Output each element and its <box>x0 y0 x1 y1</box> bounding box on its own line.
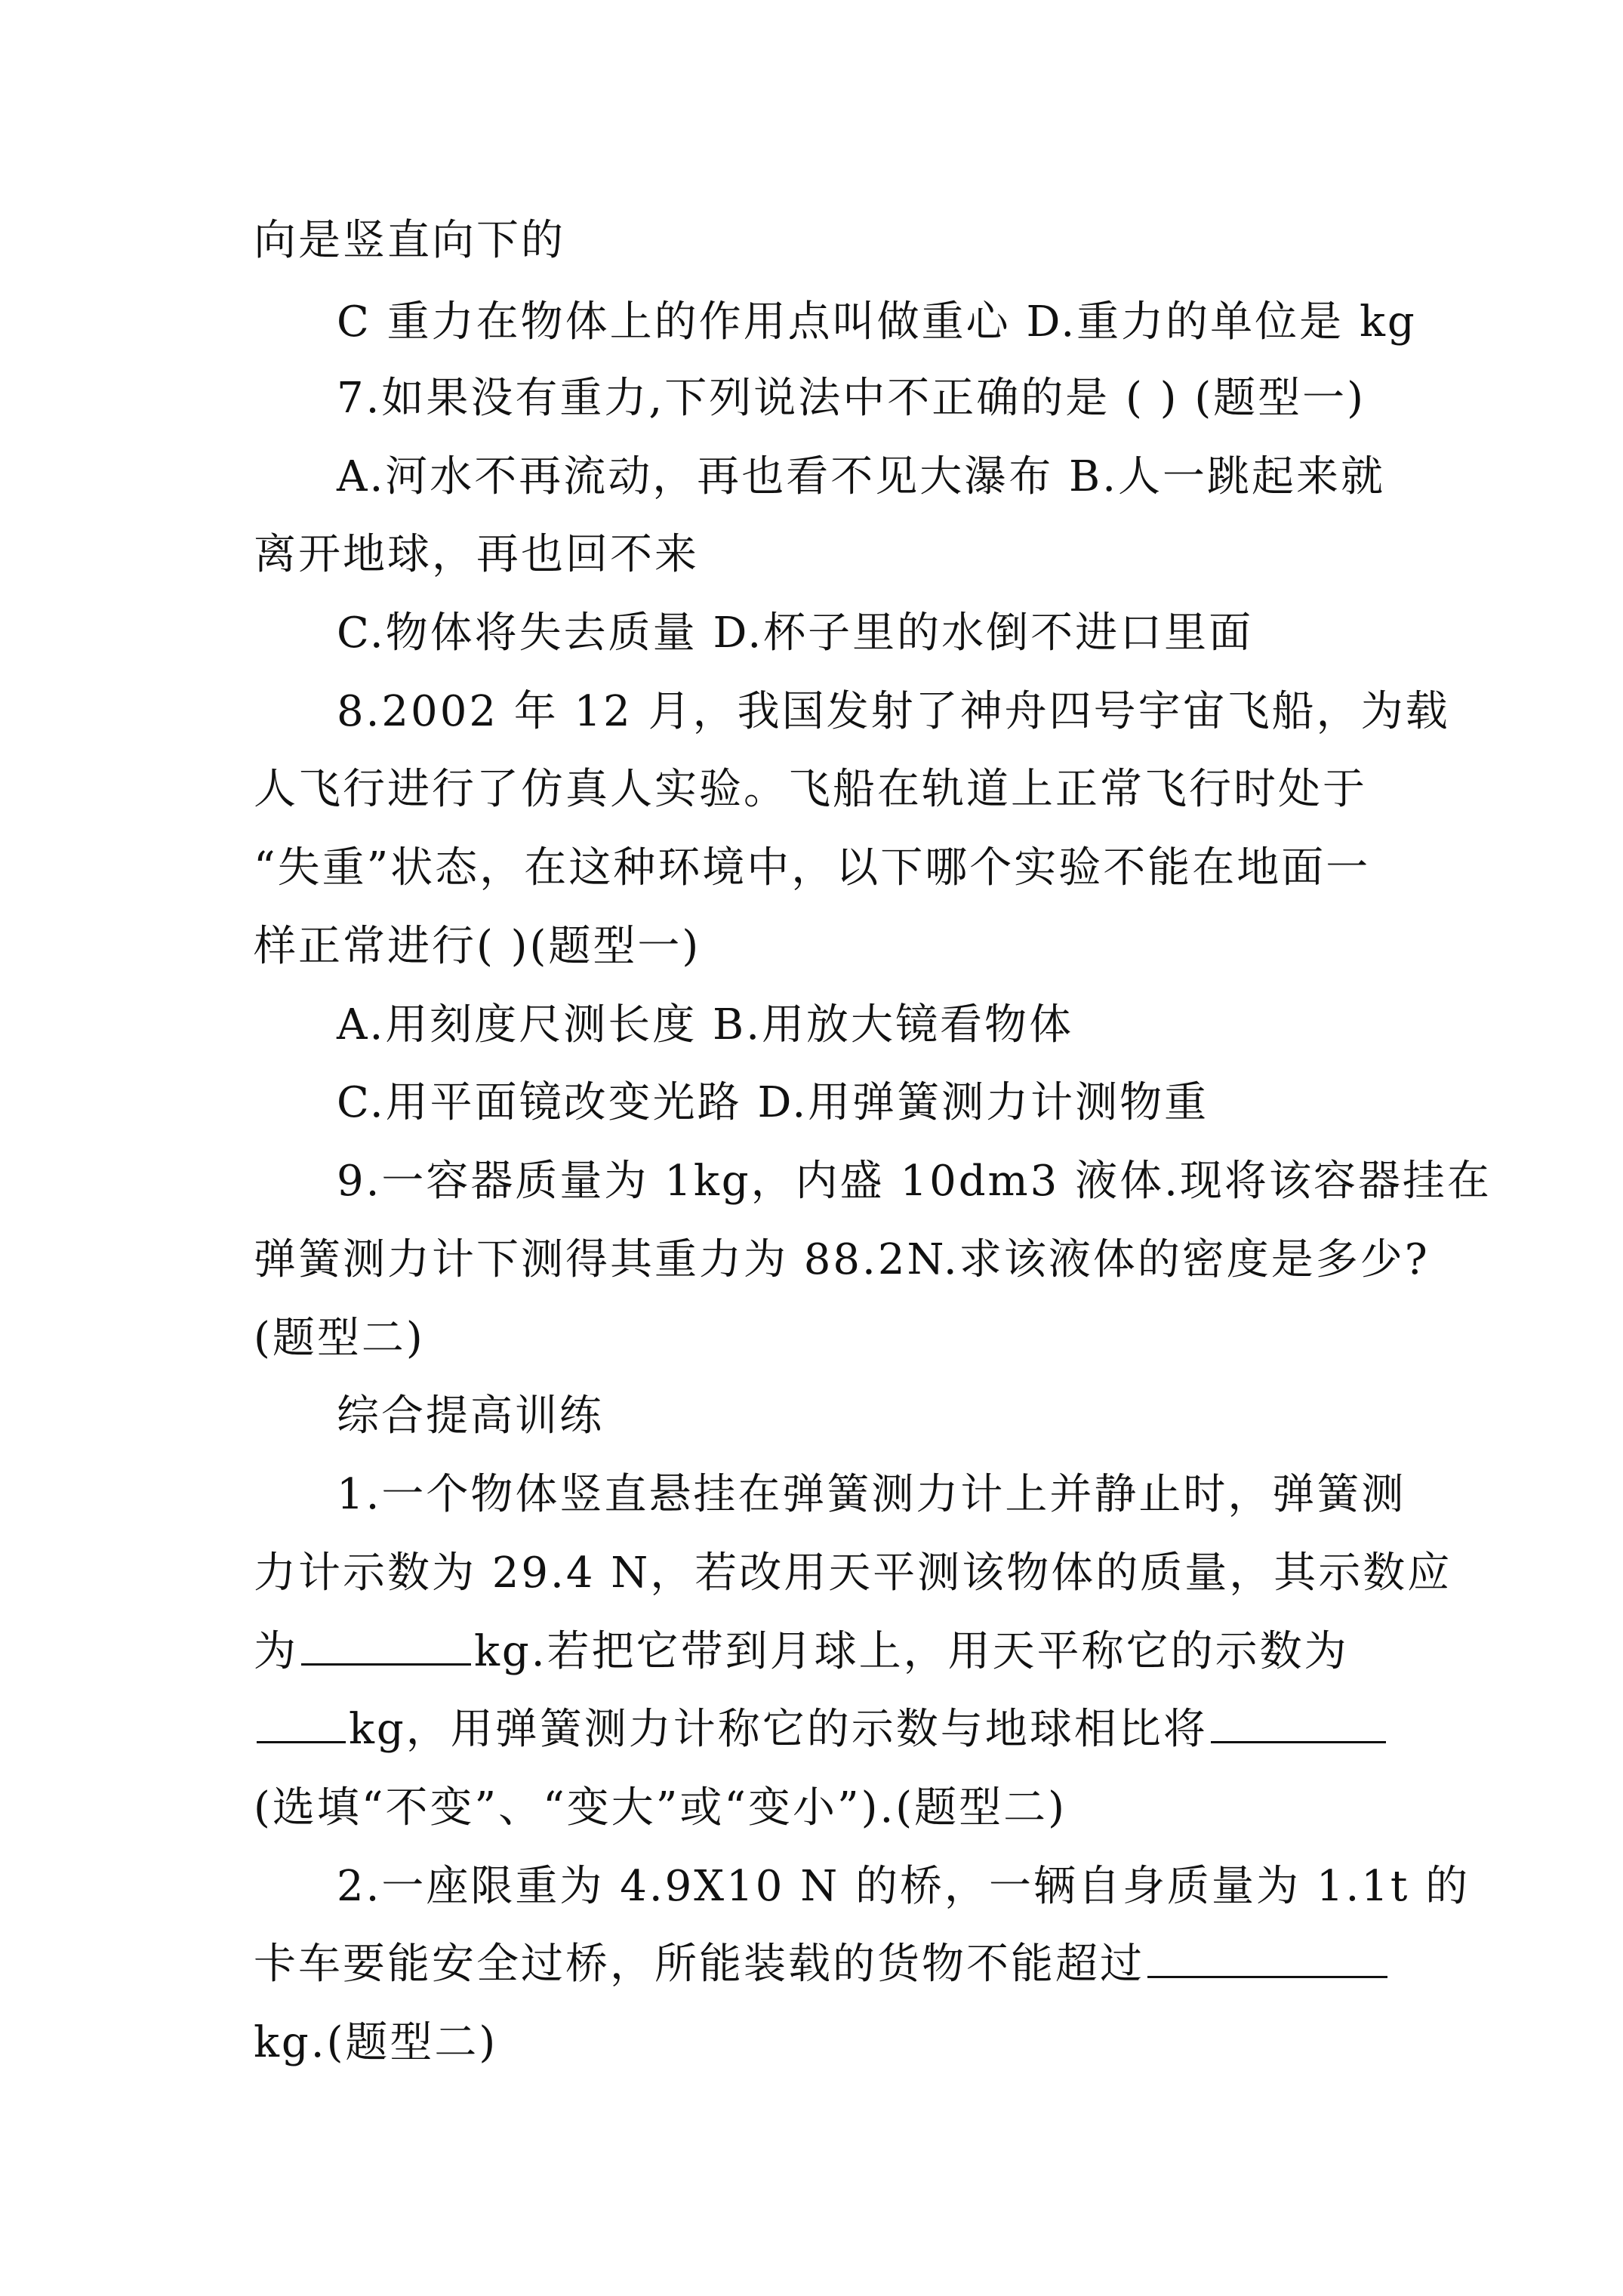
text-fragment: 卡车要能安全过桥，所能装载的货物不能超过 <box>254 1940 1144 1989</box>
text-line: 样正常进行( )(题型一) <box>254 922 701 971</box>
text-fragment: kg，用弹簧测力计称它的示数与地球相比将 <box>349 1705 1208 1754</box>
text-line: 离开地球，再也回不来 <box>254 530 699 579</box>
question-7-options: C.物体将失去质量 D.杯子里的水倒不进口里面 <box>337 609 1254 658</box>
text-line: 向是竖直向下的 <box>254 216 565 265</box>
text-line <box>254 1622 1349 1682</box>
text-line: “失重”状态，在这种环境中，以下哪个实验不能在地面一 <box>254 843 1371 892</box>
question-7-options: A.河水不再流动，再也看不见大瀑布 B.人一跳起来就 <box>337 452 1385 501</box>
exercise-1: 1.一个物体竖直悬挂在弹簧测力计上并静止时，弹簧测 <box>337 1470 1406 1519</box>
text-line: C 重力在物体上的作用点叫做重心 D.重力的单位是 kg <box>337 297 1417 347</box>
answer-blank <box>301 1626 471 1666</box>
answer-blank <box>1211 1703 1386 1743</box>
text-line <box>254 1934 1390 1995</box>
question-8-options: A.用刻度尺测长度 B.用放大镜看物体 <box>337 1000 1073 1049</box>
text-line <box>254 1700 1389 1760</box>
section-heading: 综合提高训练 <box>337 1391 604 1441</box>
text-fragment: 为 <box>254 1627 298 1676</box>
text-line: 弹簧测力计下测得其重力为 88.2N.求该液体的密度是多少? <box>254 1235 1430 1284</box>
text-line: kg.(题型二) <box>254 2018 498 2067</box>
question-8-options: C.用平面镜改变光路 D.用弹簧测力计测物重 <box>337 1078 1209 1127</box>
text-line: 人飞行进行了仿真人实验。飞船在轨道上正常飞行时处于 <box>254 765 1367 814</box>
text-line: 力计示数为 29.4 N，若改用天平测该物体的质量，其示数应 <box>254 1549 1452 1598</box>
answer-blank <box>257 1703 346 1743</box>
question-8: 8.2002 年 12 月，我国发射了神舟四号宇宙飞船，为载 <box>337 687 1450 736</box>
question-7: 7.如果没有重力,下列说法中不正确的是 ( ) (题型一) <box>337 374 1366 423</box>
text-line: (选填“不变”、“变大”或“变小”).(题型二) <box>254 1783 1067 1832</box>
text-fragment: kg.若把它带到月球上，用天平称它的示数为 <box>474 1627 1349 1676</box>
text-line: (题型二) <box>254 1314 425 1363</box>
question-9: 9.一容器质量为 1kg，内盛 10dm3 液体.现将该容器挂在 <box>337 1157 1492 1206</box>
answer-blank <box>1147 1938 1387 1978</box>
exercise-2: 2.一座限重为 4.9X10 N 的桥，一辆自身质量为 1.1t 的 <box>337 1862 1471 1911</box>
